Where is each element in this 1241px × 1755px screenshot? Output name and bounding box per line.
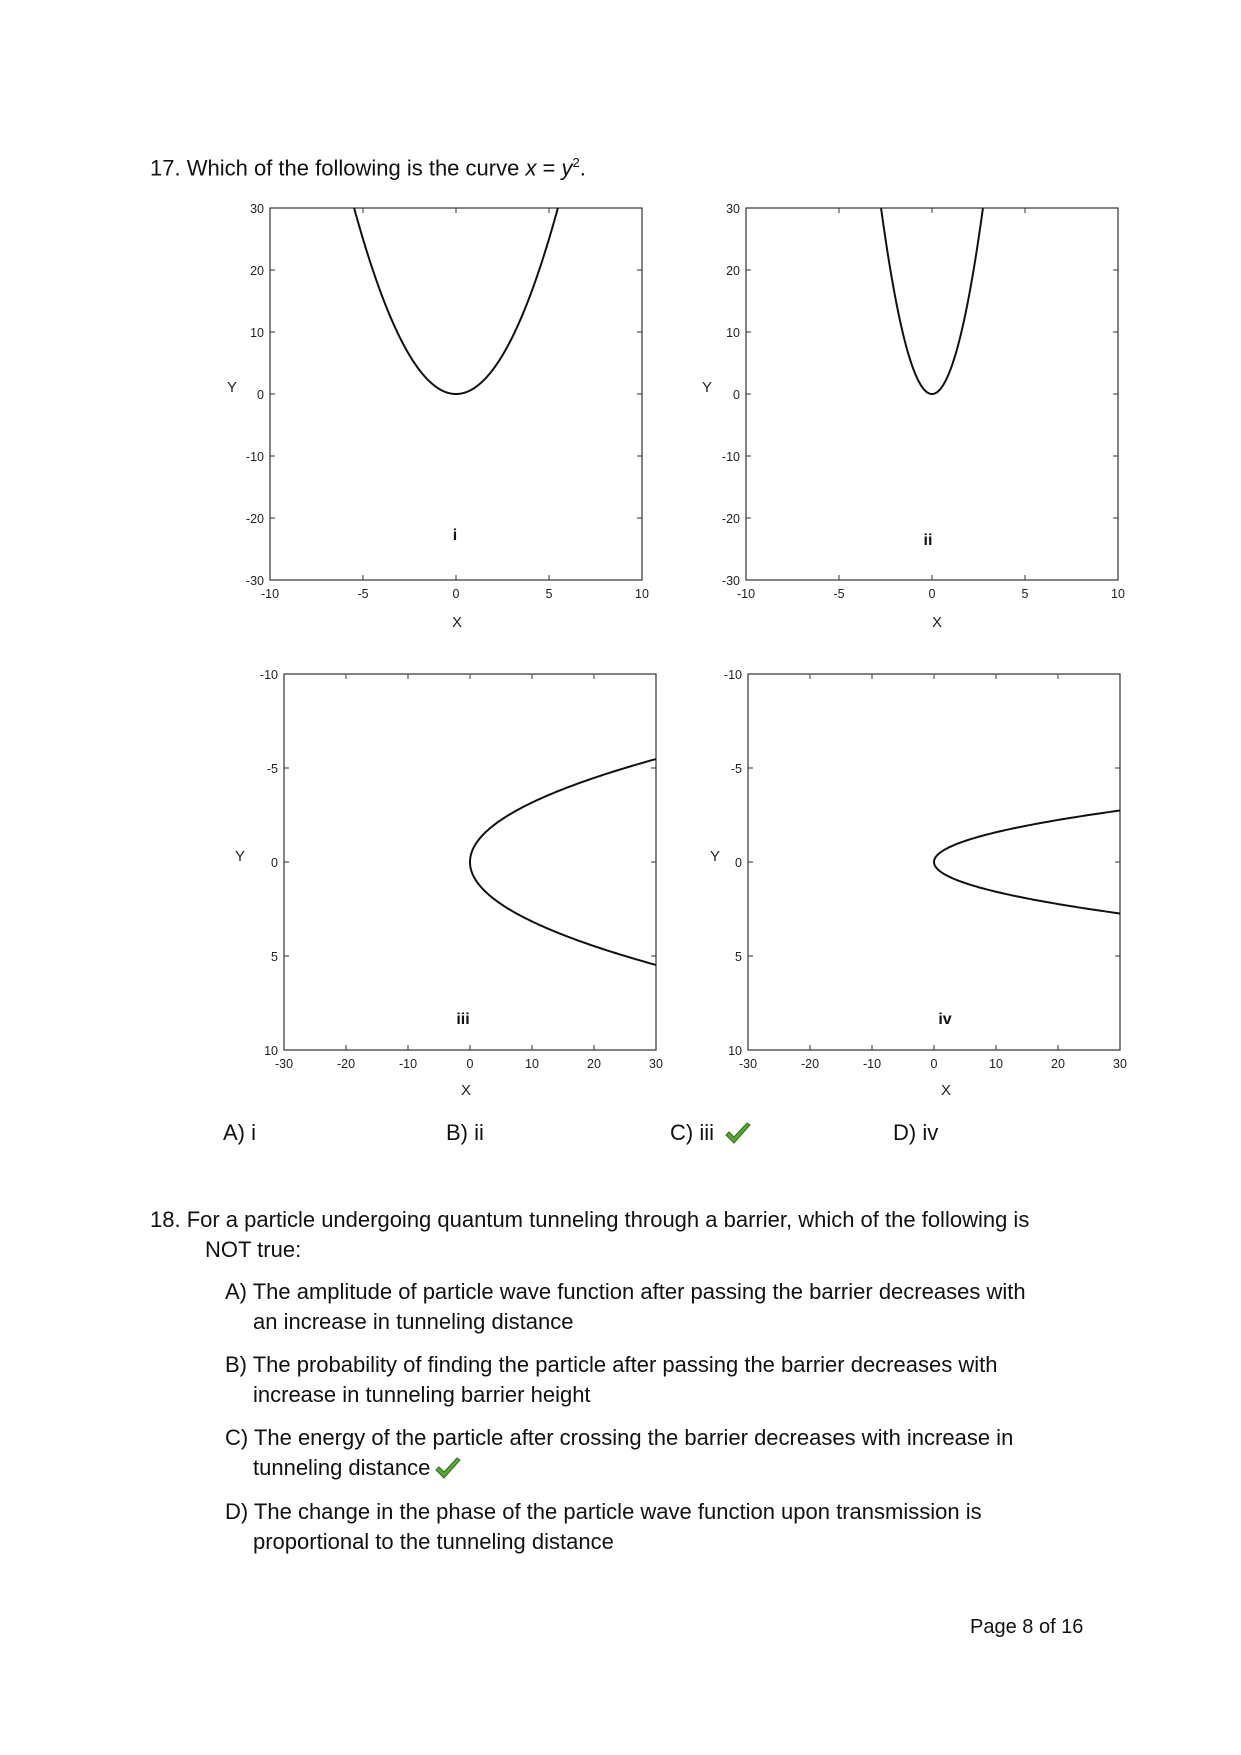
curve-line [354, 208, 558, 394]
y-tick-label: 0 [733, 388, 740, 402]
y-tick-label: 30 [726, 202, 740, 216]
plot-identifier: iv [938, 1011, 952, 1028]
y-tick-label: 10 [728, 1044, 742, 1058]
y-tick-label: 0 [735, 856, 742, 870]
plot-identifier: ii [923, 532, 933, 549]
x-axis-label: X [931, 614, 943, 631]
eq-y: y [561, 155, 573, 181]
x-tick-label: -30 [274, 1057, 294, 1071]
y-tick-label: -5 [266, 762, 278, 776]
x-tick-label: 20 [587, 1057, 601, 1071]
y-tick-label: -5 [730, 762, 742, 776]
y-tick-label: -10 [259, 668, 278, 682]
y-tick-label: 0 [271, 856, 278, 870]
question-18-text [150, 1205, 1110, 1265]
eq-equals: = [536, 155, 562, 181]
x-tick-label: -10 [260, 587, 280, 601]
y-tick-label: -30 [721, 574, 740, 588]
eq-exponent: 2 [572, 155, 580, 170]
option-line2: an increase in tunneling distance [253, 1309, 574, 1334]
x-tick-label: 10 [635, 587, 649, 601]
y-tick-label: -20 [245, 512, 264, 526]
x-tick-label: 5 [1021, 587, 1029, 601]
y-tick-label: 20 [726, 264, 740, 278]
x-tick-label: -20 [336, 1057, 356, 1071]
question-stem: Which of the following is the curve [186, 155, 526, 181]
y-tick-label: 0 [257, 388, 264, 402]
y-tick-label: 5 [735, 950, 742, 964]
option-line2-wrap [225, 1453, 1105, 1483]
x-axis-label: X [460, 1082, 472, 1099]
question-stem-line2: NOT true: [205, 1237, 302, 1262]
y-tick-label: 10 [264, 1044, 278, 1058]
eq-x: x [525, 155, 537, 181]
x-tick-label: -20 [800, 1057, 820, 1071]
option-label: B) ii [446, 1120, 484, 1145]
option-line2: increase in tunneling barrier height [253, 1382, 591, 1407]
checkmark-icon [724, 1122, 752, 1146]
x-tick-label: 0 [466, 1057, 474, 1071]
x-tick-label: 30 [1113, 1057, 1127, 1071]
x-tick-label: -5 [357, 587, 369, 601]
q17-option-b[interactable] [446, 1118, 484, 1148]
y-axis-label: Y [709, 848, 721, 865]
x-tick-label: -5 [833, 587, 845, 601]
option-line2: tunneling distance [253, 1455, 431, 1480]
question-stem-line1: 18. For a particle undergoing quantum tunneling through a barrier, which of the following is [150, 1207, 1030, 1232]
option-line1: A) The amplitude of particle wave function after passing the barrier decreases with [225, 1279, 1026, 1304]
option-label: A) i [223, 1120, 256, 1145]
y-tick-label: -20 [721, 512, 740, 526]
checkmark-icon [434, 1457, 462, 1481]
q17-option-d[interactable] [893, 1118, 938, 1148]
x-tick-label: 5 [545, 587, 553, 601]
x-tick-label: 0 [930, 1057, 938, 1071]
q17-option-c[interactable] [670, 1118, 752, 1148]
y-tick-label: -10 [723, 668, 742, 682]
y-tick-label: 30 [250, 202, 264, 216]
y-tick-label: -10 [245, 450, 264, 464]
x-tick-label: 20 [1051, 1057, 1065, 1071]
curve-line [470, 759, 656, 965]
y-axis-label: Y [701, 379, 713, 396]
plot-identifier: iii [456, 1011, 470, 1028]
option-line2: proportional to the tunneling distance [253, 1529, 614, 1554]
curve-line [934, 811, 1120, 914]
option-line1: B) The probability of finding the particle after passing the barrier decreases with [225, 1352, 998, 1377]
option-line1: C) The energy of the particle after crossing the barrier decreases with increase in [225, 1425, 1014, 1450]
x-tick-label: 10 [1111, 587, 1125, 601]
option-label: C) iii [670, 1120, 714, 1145]
q18-option-b[interactable] [225, 1350, 1105, 1410]
option-label: D) iv [893, 1120, 939, 1145]
x-tick-label: 10 [989, 1057, 1003, 1071]
x-tick-label: -10 [398, 1057, 418, 1071]
x-tick-label: 30 [649, 1057, 663, 1071]
y-tick-label: -30 [245, 574, 264, 588]
x-axis-label: X [451, 614, 463, 631]
curve-line [881, 208, 983, 394]
x-tick-label: 10 [525, 1057, 539, 1071]
y-axis-label: Y [226, 379, 238, 396]
eq-period: . [579, 155, 586, 181]
page-number: Page 8 of 16 [970, 1616, 1084, 1638]
x-axis-label: X [940, 1082, 952, 1099]
y-axis-label: Y [234, 848, 246, 865]
q18-option-d[interactable] [225, 1497, 1105, 1557]
q18-option-c[interactable] [225, 1423, 1105, 1483]
y-tick-label: 10 [250, 326, 264, 340]
y-tick-label: 20 [250, 264, 264, 278]
q18-option-a[interactable] [225, 1277, 1105, 1337]
x-tick-label: -30 [738, 1057, 758, 1071]
x-tick-label: 0 [452, 587, 460, 601]
x-tick-label: -10 [862, 1057, 882, 1071]
y-tick-label: -10 [721, 450, 740, 464]
option-line1: D) The change in the phase of the particle wave function upon transmission is [225, 1499, 982, 1524]
question-number: 17. [150, 155, 181, 181]
q17-option-a[interactable] [223, 1118, 256, 1148]
x-tick-label: -10 [736, 587, 756, 601]
y-tick-label: 10 [726, 326, 740, 340]
plot-identifier: i [452, 527, 458, 544]
x-tick-label: 0 [928, 587, 936, 601]
y-tick-label: 5 [271, 950, 278, 964]
